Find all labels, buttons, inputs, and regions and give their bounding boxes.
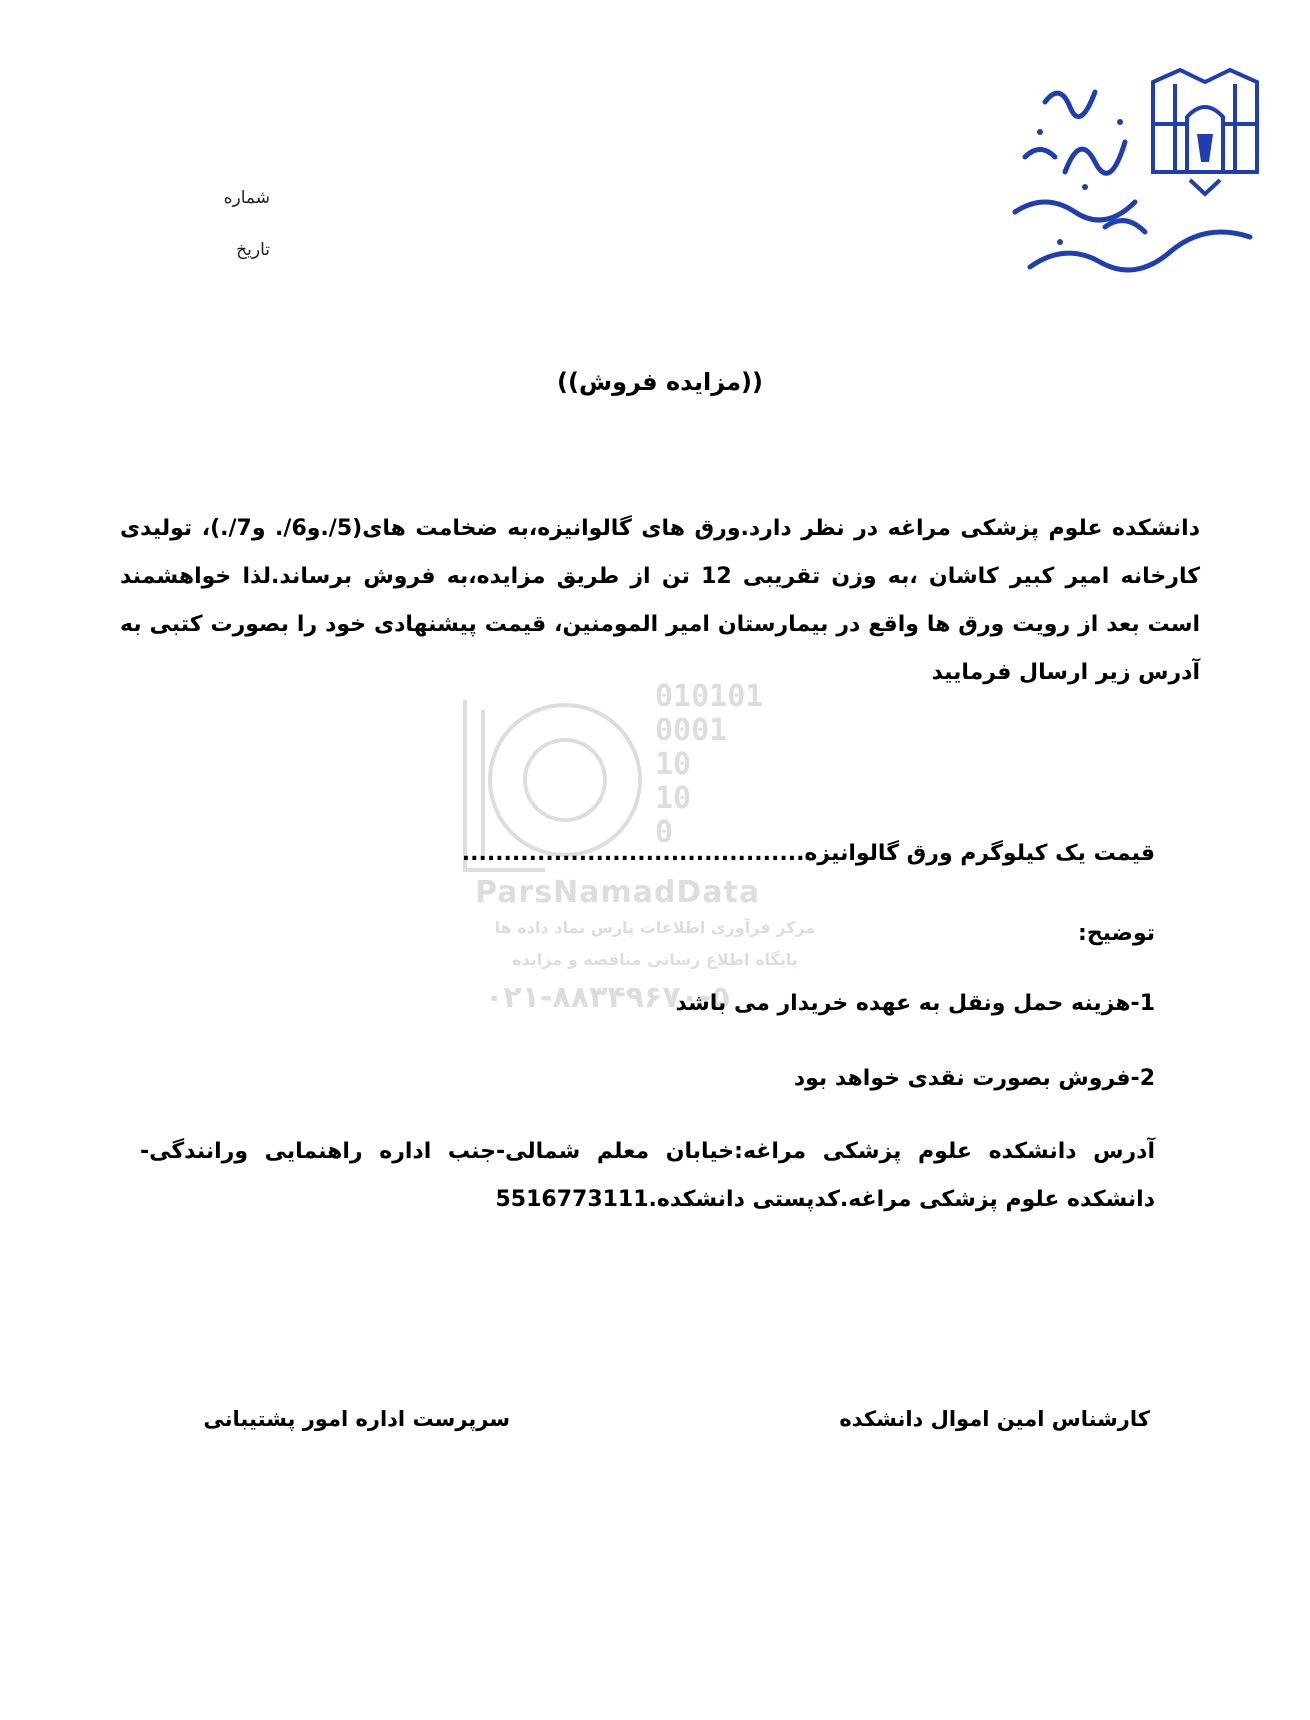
- watermark-name: ParsNamadData: [475, 875, 761, 910]
- price-line: قیمت یک کیلوگرم ورق گالوانیزه.........................................: [461, 841, 1155, 866]
- address-paragraph: آدرس دانشکده علوم پزشکی مراغه:خیابان معلم شمالی-جنب اداره راهنمایی ورانندگی-دانشکده علوم پزشکی مراغه.کدپستی دانشکده.5516773111: [140, 1139, 1155, 1212]
- document-title: ((مزایده فروش)): [557, 368, 763, 396]
- watermark-digits: 010101 0001 10 10 0: [655, 679, 764, 850]
- note-item: 2-فروش بصورت نقدی خواهد بود: [793, 1066, 1155, 1091]
- watermark-phone: ۰۲۱-۸۸۳۴۹۶۷۰-۵: [485, 980, 730, 1015]
- date-label: تاریخ: [236, 240, 270, 260]
- number-label: شماره: [223, 188, 270, 208]
- signature-right: کارشناس امین اموال دانشکده: [839, 1407, 1150, 1431]
- watermark-line-2: پایگاه اطلاع رسانی مناقصه و مزایده: [512, 950, 798, 969]
- notes-heading: توضیح:: [1078, 921, 1155, 946]
- body-paragraph: دانشکده علوم پزشکی مراغه در نظر دارد.ورق های گالوانیزه،به ضخامت های(5/.و6/. و7/.)، تولیدی کارخانه امیر کبیر کاشان ،به وزن تقریبی 12 تن از طریق مزایده،به فروش برساند.لذا خواهشمند است بعد از رویت ورق ها واقع در بیمارستان امیر المومنین، قیمت پیشنهادی خود را بصورت کتبی به آدرس زیر ارسال فرمایید: [120, 516, 1200, 685]
- university-logo: [1005, 62, 1275, 294]
- note-item: 1-هزینه حمل ونقل به عهده خریدار می باشد: [675, 991, 1155, 1016]
- watermark-line-1: مرکز فرآوری اطلاعات پارس نماد داده ها: [494, 918, 816, 937]
- signature-left: سرپرست اداره امور پشتیبانی: [203, 1407, 510, 1431]
